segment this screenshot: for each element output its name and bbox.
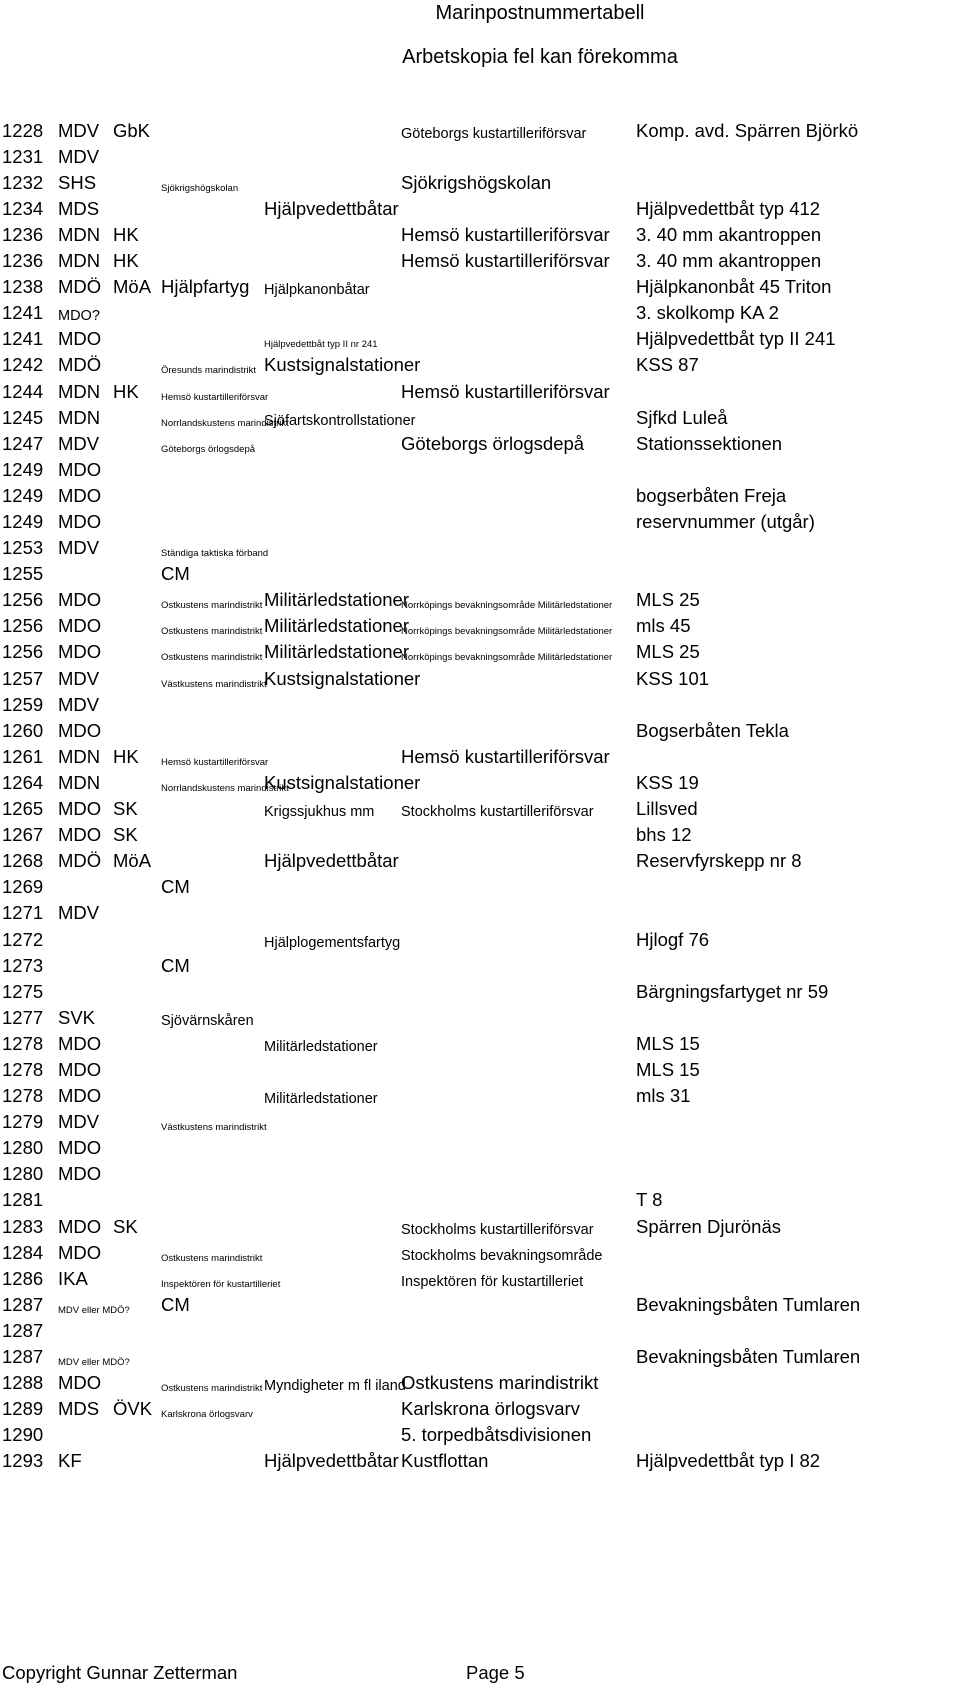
table-row — [0, 1057, 960, 1083]
table-row — [0, 979, 960, 1005]
cell-number: 1290 — [2, 1424, 44, 1446]
cell-unit-code: MDO — [58, 458, 102, 480]
cell-number: 1245 — [2, 406, 44, 428]
cell-designation: Bevakningsbåten Tumlaren — [636, 1293, 861, 1315]
cell-unit-code: KF — [58, 1450, 82, 1472]
cell-unit-code: MDN — [58, 223, 101, 245]
cell-unit-code: MDO — [58, 1241, 102, 1263]
cell-organization: Göteborgs örlogsdepå — [161, 443, 256, 455]
cell-unit-code: MDV eller MDÖ? — [58, 1357, 130, 1368]
cell-unit-code: MDÖ — [58, 354, 102, 376]
cell-command: Norrköpings bevakningsområde Militärledstationer — [401, 600, 613, 612]
table-row — [0, 536, 960, 562]
cell-command: Sjökrigshögskolan — [401, 171, 552, 193]
cell-number: 1256 — [2, 615, 44, 637]
cell-unit-code: MDS — [58, 1398, 100, 1420]
cell-number: 1287 — [2, 1346, 44, 1367]
page-number: Page 5 — [466, 1662, 525, 1683]
table-row — [0, 901, 960, 927]
cell-category: Hjälpvedettbåt typ II nr 241 — [264, 339, 378, 351]
cell-number: 1278 — [2, 1058, 44, 1080]
cell-designation: KSS 87 — [636, 354, 699, 376]
cell-unit-code: MDV — [58, 537, 100, 559]
cell-designation: Stationssektionen — [636, 432, 783, 454]
table-row — [0, 483, 960, 509]
cell-sub-code: HK — [113, 223, 139, 245]
cell-unit-code: MDÖ — [58, 850, 102, 872]
cell-number: 1269 — [2, 876, 44, 898]
cell-designation: KSS 101 — [636, 667, 710, 689]
table-row — [0, 1083, 960, 1109]
cell-category: Kustsignalstationer — [264, 354, 421, 376]
cell-sub-code: HK — [113, 380, 139, 402]
cell-unit-code: MDO? — [58, 308, 100, 325]
cell-designation: Hjälpvedettbåt typ 412 — [636, 197, 821, 219]
cell-unit-code: MDO — [58, 615, 102, 637]
cell-category: Militärledstationer — [264, 615, 409, 637]
cell-number: 1288 — [2, 1372, 44, 1394]
cell-designation: Hjlogf 76 — [636, 928, 710, 950]
cell-unit-code: MDN — [58, 406, 101, 428]
table-row — [0, 953, 960, 979]
cell-organization: Karlskrona örlogsvarv — [161, 1409, 253, 1421]
cell-organization: Ostkustens marindistrikt — [161, 652, 263, 664]
cell-command: Göteborgs örlogsdepå — [401, 432, 585, 454]
cell-unit-code: SVK — [58, 1006, 96, 1028]
cell-unit-code: MDV — [58, 119, 100, 141]
table-row — [0, 1136, 960, 1162]
table-row — [0, 1371, 960, 1397]
cell-category: Sjöfartskontrollstationer — [264, 412, 416, 429]
table-row — [0, 1344, 960, 1370]
cell-designation: 3. 40 mm akantroppen — [636, 250, 822, 272]
cell-number: 1231 — [2, 145, 44, 167]
table-row — [0, 275, 960, 301]
table-row — [0, 640, 960, 666]
cell-number: 1280 — [2, 1163, 44, 1185]
cell-command: 5. torpedbåtsdivisionen — [401, 1424, 592, 1446]
cell-number: 1289 — [2, 1398, 44, 1420]
table-row — [0, 1397, 960, 1423]
table-row — [0, 927, 960, 953]
cell-designation: Sjfkd Luleå — [636, 406, 728, 428]
table-row — [0, 301, 960, 327]
cell-organization: Ostkustens marindistrikt — [161, 600, 263, 612]
table-row — [0, 1214, 960, 1240]
cell-number: 1241 — [2, 328, 44, 350]
cell-unit-code: MDV — [58, 145, 100, 167]
cell-number: 1293 — [2, 1450, 44, 1472]
cell-organization: Ständiga taktiska förband — [161, 548, 269, 560]
cell-number: 1271 — [2, 902, 44, 924]
cell-category: Hjälpvedettbåtar — [264, 197, 399, 219]
cell-number: 1244 — [2, 380, 44, 402]
cell-category: Krigssjukhus mm — [264, 804, 375, 821]
cell-number: 1277 — [2, 1006, 44, 1028]
table-row — [0, 248, 960, 274]
cell-number: 1238 — [2, 276, 44, 298]
cell-unit-code: MDO — [58, 1032, 102, 1054]
cell-number: 1249 — [2, 458, 44, 480]
cell-organization: Hemsö kustartilleriförsvar — [161, 756, 269, 768]
cell-number: 1232 — [2, 171, 44, 193]
cell-number: 1278 — [2, 1085, 44, 1107]
cell-designation: MLS 25 — [636, 641, 700, 663]
table-row — [0, 353, 960, 379]
cell-number: 1265 — [2, 798, 44, 820]
table-row — [0, 1031, 960, 1057]
cell-number: 1256 — [2, 641, 44, 663]
cell-organization: CM — [161, 563, 190, 585]
table-row — [0, 1292, 960, 1318]
cell-designation: mls 45 — [636, 615, 691, 637]
table-row — [0, 666, 960, 692]
cell-category: Militärledstationer — [264, 589, 409, 611]
cell-designation: 3. skolkomp KA 2 — [636, 302, 779, 324]
cell-designation: Reservfyrskepp nr 8 — [636, 850, 802, 872]
cell-number: 1279 — [2, 1111, 44, 1133]
cell-command: Karlskrona örlogsvarv — [401, 1398, 580, 1420]
cell-command: Stockholms kustartilleriförsvar — [401, 1221, 594, 1238]
cell-designation: Hjälpvedettbåt typ II 241 — [636, 328, 836, 350]
cell-organization: Västkustens marindistrikt — [161, 678, 267, 690]
table-row — [0, 1188, 960, 1214]
cell-organization: Ostkustens marindistrikt — [161, 626, 263, 638]
cell-number: 1257 — [2, 667, 44, 689]
cell-number: 1286 — [2, 1267, 44, 1289]
cell-unit-code: MDO — [58, 1085, 102, 1107]
table-row — [0, 170, 960, 196]
cell-command: Hemsö kustartilleriförsvar — [401, 745, 610, 767]
table-row — [0, 144, 960, 170]
table-row — [0, 118, 960, 144]
cell-number: 1236 — [2, 250, 44, 272]
cell-designation: MLS 25 — [636, 589, 700, 611]
cell-organization: Västkustens marindistrikt — [161, 1122, 267, 1134]
cell-designation: Bogserbåten Tekla — [636, 719, 789, 741]
cell-unit-code: MDO — [58, 1058, 102, 1080]
cell-unit-code: MDO — [58, 589, 102, 611]
cell-unit-code: MDV — [58, 1111, 100, 1133]
cell-organization: Sjövärnskåren — [161, 1012, 254, 1029]
cell-command: Ostkustens marindistrikt — [401, 1372, 599, 1394]
cell-organization: Ostkustens marindistrikt — [161, 1252, 263, 1264]
cell-number: 1249 — [2, 511, 44, 532]
cell-category: Kustsignalstationer — [264, 667, 421, 689]
cell-unit-code: MDO — [58, 641, 102, 663]
cell-sub-code: HK — [113, 745, 139, 767]
cell-sub-code: SK — [113, 1215, 138, 1237]
cell-number: 1241 — [2, 302, 44, 324]
cell-number: 1275 — [2, 980, 44, 1002]
cell-number: 1236 — [2, 223, 44, 245]
cell-unit-code: MDO — [58, 1215, 102, 1237]
cell-organization: Ostkustens marindistrikt — [161, 1383, 263, 1395]
cell-number: 1253 — [2, 537, 44, 559]
cell-unit-code: MDV — [58, 693, 100, 715]
table-row — [0, 196, 960, 222]
cell-organization: CM — [161, 876, 190, 898]
cell-unit-code: MDV — [58, 667, 100, 689]
cell-unit-code: MDO — [58, 824, 102, 846]
cell-unit-code: MDN — [58, 380, 101, 402]
cell-command: Inspektören för kustartilleriet — [401, 1273, 584, 1290]
cell-unit-code: MDO — [58, 1137, 102, 1159]
cell-organization: CM — [161, 954, 190, 976]
cell-sub-code: ÖVK — [113, 1398, 153, 1420]
cell-designation: Hjälpvedettbåt typ I 82 — [636, 1450, 821, 1472]
cell-unit-code: MDÖ — [58, 276, 102, 298]
cell-organization: Inspektören för kustartilleriet — [161, 1278, 281, 1290]
table-row — [0, 457, 960, 483]
cell-command: Göteborgs kustartilleriförsvar — [401, 125, 587, 142]
cell-unit-code: MDO — [58, 1163, 102, 1185]
cell-designation: Lillsved — [636, 798, 698, 820]
cell-organization: Norrlandskustens marindistrikt — [161, 417, 289, 429]
table-row — [0, 509, 960, 535]
document-subtitle: Arbetskopia fel kan förekomma — [402, 46, 678, 68]
cell-command: Norrköpings bevakningsområde Militärledstationer — [401, 626, 613, 638]
cell-designation: MLS 15 — [636, 1032, 700, 1054]
cell-number: 1242 — [2, 354, 44, 376]
table-row — [0, 327, 960, 353]
cell-category: Hjälpkanonbåtar — [264, 282, 370, 299]
table-row — [0, 770, 960, 796]
cell-category: Kustsignalstationer — [264, 771, 421, 793]
cell-unit-code: MDV eller MDÖ? — [58, 1304, 130, 1316]
cell-command: Stockholms kustartilleriförsvar — [401, 804, 594, 821]
cell-command: Hemsö kustartilleriförsvar — [401, 250, 610, 272]
table-row — [0, 379, 960, 405]
cell-category: Militärledstationer — [264, 1091, 378, 1108]
cell-number: 1234 — [2, 197, 44, 219]
cell-number: 1287 — [2, 1293, 44, 1315]
cell-unit-code: MDO — [58, 719, 102, 741]
cell-designation: bogserbåten Freja — [636, 484, 787, 506]
cell-number: 1256 — [2, 589, 44, 611]
cell-designation: Bärgningsfartyget nr 59 — [636, 980, 829, 1002]
cell-category: Hjälplogementsfartyg — [264, 934, 401, 951]
table-row — [0, 718, 960, 744]
cell-number: 1283 — [2, 1215, 44, 1237]
cell-command: Hemsö kustartilleriförsvar — [401, 380, 610, 402]
cell-number: 1278 — [2, 1032, 44, 1054]
cell-sub-code: SK — [113, 824, 138, 846]
cell-sub-code: MöA — [113, 276, 152, 298]
cell-designation: T 8 — [636, 1189, 663, 1211]
table-row — [0, 1266, 960, 1292]
cell-designation: Bevakningsbåten Tumlaren — [636, 1346, 861, 1367]
cell-number: 1280 — [2, 1137, 44, 1159]
cell-unit-code: MDO — [58, 798, 102, 820]
cell-organization: Hjälpfartyg — [161, 276, 250, 298]
cell-number: 1247 — [2, 432, 44, 454]
cell-number: 1284 — [2, 1241, 44, 1263]
cell-designation: Spärren Djurönäs — [636, 1215, 781, 1237]
cell-unit-code: MDO — [58, 484, 102, 506]
cell-designation: MLS 15 — [636, 1058, 700, 1080]
cell-number: 1268 — [2, 850, 44, 872]
cell-unit-code: MDS — [58, 197, 100, 219]
table-row — [0, 1449, 960, 1475]
cell-designation: Komp. avd. Spärren Björkö — [636, 119, 859, 141]
table-row — [0, 431, 960, 457]
cell-organization: Hemsö kustartilleriförsvar — [161, 391, 269, 403]
cell-command: Hemsö kustartilleriförsvar — [401, 223, 610, 245]
cell-unit-code: MDO — [58, 511, 102, 532]
cell-designation: mls 31 — [636, 1085, 691, 1107]
cell-number: 1255 — [2, 563, 44, 585]
cell-number: 1249 — [2, 484, 44, 506]
table-row — [0, 796, 960, 822]
cell-number: 1287 — [2, 1319, 44, 1341]
cell-unit-code: IKA — [58, 1267, 88, 1289]
cell-command: Kustflottan — [401, 1450, 489, 1472]
cell-number: 1273 — [2, 954, 44, 976]
cell-number: 1272 — [2, 928, 44, 950]
cell-organization: CM — [161, 1293, 190, 1315]
cell-number: 1259 — [2, 693, 44, 715]
table-row — [0, 1005, 960, 1031]
cell-category: Hjälpvedettbåtar — [264, 850, 399, 872]
cell-organization: Sjökrigshögskolan — [161, 182, 239, 194]
cell-designation: bhs 12 — [636, 824, 692, 846]
cell-category: Hjälpvedettbåtar — [264, 1450, 399, 1472]
table-row — [0, 744, 960, 770]
table-row — [0, 562, 960, 588]
cell-unit-code: MDN — [58, 745, 101, 767]
cell-number: 1260 — [2, 719, 44, 741]
table-row — [0, 1110, 960, 1136]
cell-unit-code: MDO — [58, 1372, 102, 1394]
table-row — [0, 405, 960, 431]
table-row — [0, 875, 960, 901]
copyright-text: Copyright Gunnar Zetterman — [2, 1662, 238, 1683]
cell-category: Militärledstationer — [264, 1038, 378, 1055]
postal-number-table — [0, 118, 960, 1475]
table-row — [0, 614, 960, 640]
cell-unit-code: MDN — [58, 771, 101, 793]
document-title: Marinpostnummertabell — [435, 2, 645, 24]
cell-organization: Öresunds marindistrikt — [161, 365, 257, 377]
table-row — [0, 588, 960, 614]
cell-sub-code: HK — [113, 250, 139, 272]
cell-category: Myndigheter m fl iland — [264, 1378, 406, 1395]
cell-number: 1261 — [2, 745, 44, 767]
table-row — [0, 1240, 960, 1266]
cell-sub-code: SK — [113, 798, 138, 820]
table-row — [0, 692, 960, 718]
cell-designation: Hjälpkanonbåt 45 Triton — [636, 276, 832, 298]
table-row — [0, 849, 960, 875]
cell-sub-code: MöA — [113, 850, 152, 872]
cell-number: 1264 — [2, 771, 44, 793]
cell-unit-code: MDO — [58, 328, 102, 350]
cell-designation: KSS 19 — [636, 771, 699, 793]
table-row — [0, 823, 960, 849]
cell-command: Stockholms bevakningsområde — [401, 1247, 603, 1264]
cell-number: 1228 — [2, 119, 44, 141]
cell-unit-code: MDN — [58, 250, 101, 272]
table-row — [0, 1318, 960, 1344]
cell-organization: Norrlandskustens marindistrikt — [161, 782, 289, 794]
table-row — [0, 1423, 960, 1449]
cell-number: 1267 — [2, 824, 44, 846]
cell-command: Norrköpings bevakningsområde Militärledstationer — [401, 652, 613, 664]
cell-designation: 3. 40 mm akantroppen — [636, 223, 822, 245]
table-row — [0, 222, 960, 248]
cell-sub-code: GbK — [113, 119, 151, 141]
cell-unit-code: MDV — [58, 432, 100, 454]
table-row — [0, 1162, 960, 1188]
cell-unit-code: SHS — [58, 171, 97, 193]
cell-unit-code: MDV — [58, 902, 100, 924]
cell-category: Militärledstationer — [264, 641, 409, 663]
cell-designation: reservnummer (utgår) — [636, 511, 815, 532]
cell-number: 1281 — [2, 1189, 44, 1211]
